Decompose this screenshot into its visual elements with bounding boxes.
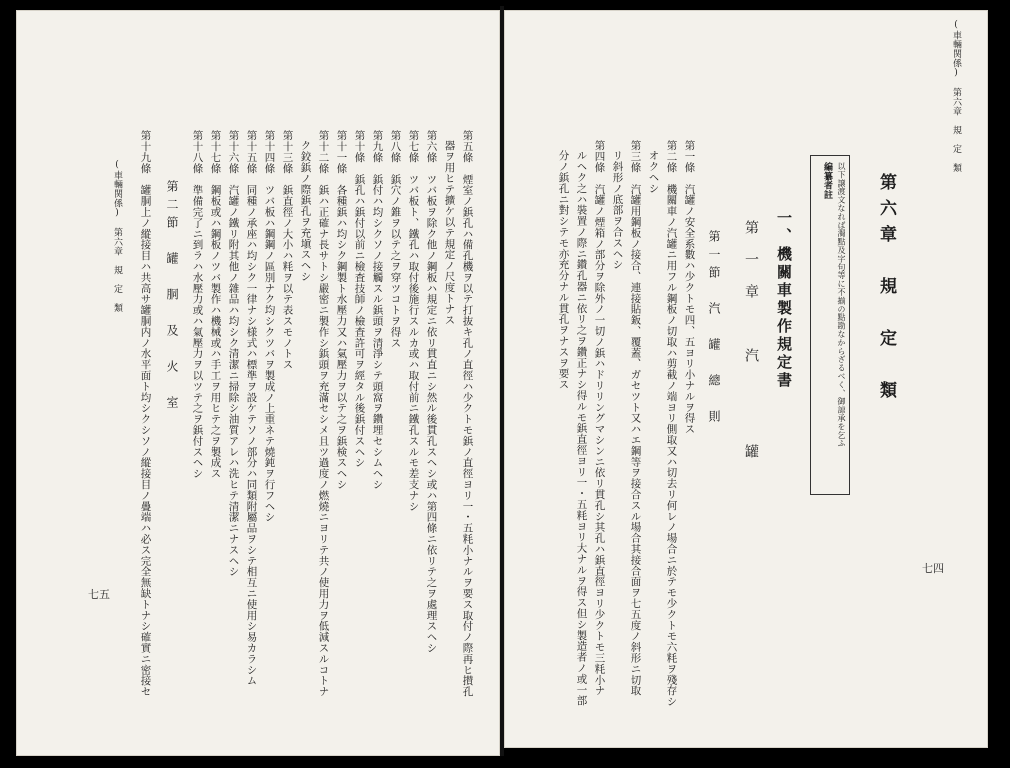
page-number-right: 七四 [922, 562, 944, 575]
article-line: 器ヲ用ヒテ擴ケ以テ規定ノ尺度トナス [443, 140, 456, 326]
editor-note-box [810, 155, 850, 495]
article-line: 第四條 汽罐ノ煙箱ノ部分ヲ除外ノ一切ノ鋲ハドリリングマシンニ依リ貫孔シ其孔ハ鋲直徑ヨリ少クトモ三粍小ナ [593, 140, 606, 696]
article-line: 第十一條 各種鋲ハ均シク鋼製ト水壓力又ハ氣壓力ヲ以テ之ヲ鋲検スヘシ [335, 130, 348, 490]
running-head-left: (車輛関係) 第六章 規 定 類 [112, 160, 122, 313]
article-line: 第十六條 汽罐ノ鐵リ附其他ノ雜品ハ均シク清潔ニ掃除シ油質アレハ洗ヒテ清潔ニナスヘシ [227, 130, 240, 577]
running-head-right: (車輛関係) 第六章 規 定 類 [951, 20, 961, 173]
article-line: 第十三條 鋲直徑ノ大小ハ粍ヲ以テ表スモノトス [281, 130, 294, 370]
section-2-heading: 第二節 罐 胴 及 火 室 [165, 180, 179, 414]
article-line: 第十九條 罐胴上ノ縱接目ハ共高サ罐胴内ノ水平面ト均シクシソノ縱接目ノ疊端ハ必ス完全無缺トナシ確實ニ密接セ [139, 130, 152, 697]
article-line: 第九條 鋲付ハ均シクソノ接觸スル鋲頭ヲ清淨シテ頭窩ヲ鑽埋セシムヘシ [371, 130, 384, 490]
article-line: 第五條 煙室ノ鋲孔ハ備孔機ヲ以テ打抜キ孔ノ直徑ハ少クトモ鋲ノ直徑ヨリ一・五粍小ナルヲ要ス取付ノ際再ヒ攅孔 [461, 130, 474, 697]
article-line: 第十二條 鋲ハ正確ナ長サトシ嚴密ニ製作シ鋲頭ヲ充滿セシメ且ツ過度ノ燃燒ニヨリテ共ノ使用力ヲ低減スルコトナ [317, 130, 330, 697]
article-line: ク鉸鋲ノ際鋲孔ヲ充塡スヘシ [299, 140, 312, 282]
chapter-title: 第六章 規 定 類 [876, 173, 896, 407]
article-line: 第三條 汽罐用鋼板ノ接合、連接貼鈑、覆蓋、ガセツト又ハエ鋼等ヲ接合スル場合其接合面ヲ七五度ノ斜形ニ切取 [629, 140, 642, 696]
article-line: オクヘシ [647, 150, 660, 194]
editor-note-label: 編纂者註 [822, 162, 832, 200]
article-line: 第七條 ツバ板ト、鐵孔ハ取付後施行スルカ或ハ取付前ニ鐵孔スルモ差支ナシ [407, 130, 420, 512]
article-line: ルヘク之ハ裝置ノ際ニ鑽孔器ニ依リ之ヲ鑽正ナシ得ルモ鋲直徑ヨリ一・五粍ヨリ大ナルヲ得ス但シ製造者ノ或一部 [575, 150, 588, 706]
left-page [16, 10, 500, 756]
article-line: 第十條 鋲孔ハ鋲付以前ニ檢査技師ノ檢査許可ヲ經タル後鋲付スヘシ [353, 130, 366, 468]
section-1-heading: 第一節 汽 罐 總 則 [707, 230, 721, 428]
right-page [504, 10, 988, 748]
article-line: 第十四條 ツバ板ハ鋼鋼ノ區別ナク均シクツバヲ製成ノ上重ネテ燒鈍ヲ行フヘシ [263, 130, 276, 523]
editor-note-text: 以下譲渡文なれば濁點及字句等に不揃の點勘なからざるべく、御諒承を乞ふ [837, 162, 846, 448]
article-line: 第十五條 同種ノ承座ハ均シク一律ナシ様式ハ標準ヲ設ケテソノ部分ハ同類附屬品ヲシテ相互ニ使用シ易カラシム [245, 130, 258, 686]
section-heading: 一、機關車製作規定書 [775, 210, 793, 390]
article-line: リ斜形ノ底部ヲ合スヘシ [611, 150, 624, 270]
page-number-left: 七五 [88, 588, 110, 601]
article-line: 第六條 ツバ板ヲ除ク他ノ鋼板ハ規定ニ依リ貫直ニシ然ル後貫孔スヘシ或ハ第四條ニ依リテ之ヲ處理スヘシ [425, 130, 438, 654]
article-line: 第八條 鋲穴ノ錐ヲ以テ之ヲ穿ツコトヲ得ス [389, 130, 402, 348]
article-line: 第一條 汽罐ノ安全系數ハ少クトモ四、五ヨリ小ナルヲ得ス [683, 140, 696, 435]
chapter-1-heading: 第一章 汽 罐 [743, 220, 759, 476]
article-line: 第二條 機關車ノ汽罐ニ用フル鋼板ノ切取ハ剪截ノ端ヨリ側取又ハ切去リ何レノ場合ニ於テモ少クトモ六粍ヲ殘存シ [665, 140, 678, 707]
article-line: 第十七條 鋼板或ハ鋼板ノツバ製作ハ機械或ハ手工ヲ用ヒテ之ヲ製成ス [209, 130, 222, 479]
article-line: 第十八條 準備完了ニ到ラハ水壓力或ハ氣壓力ヲ以ツテ之ヲ鋲付スヘシ [191, 130, 204, 479]
article-line: 分ノ鋲孔ニ對シテモ亦充分ナル貫孔ヲナスヲ要ス [557, 150, 570, 390]
